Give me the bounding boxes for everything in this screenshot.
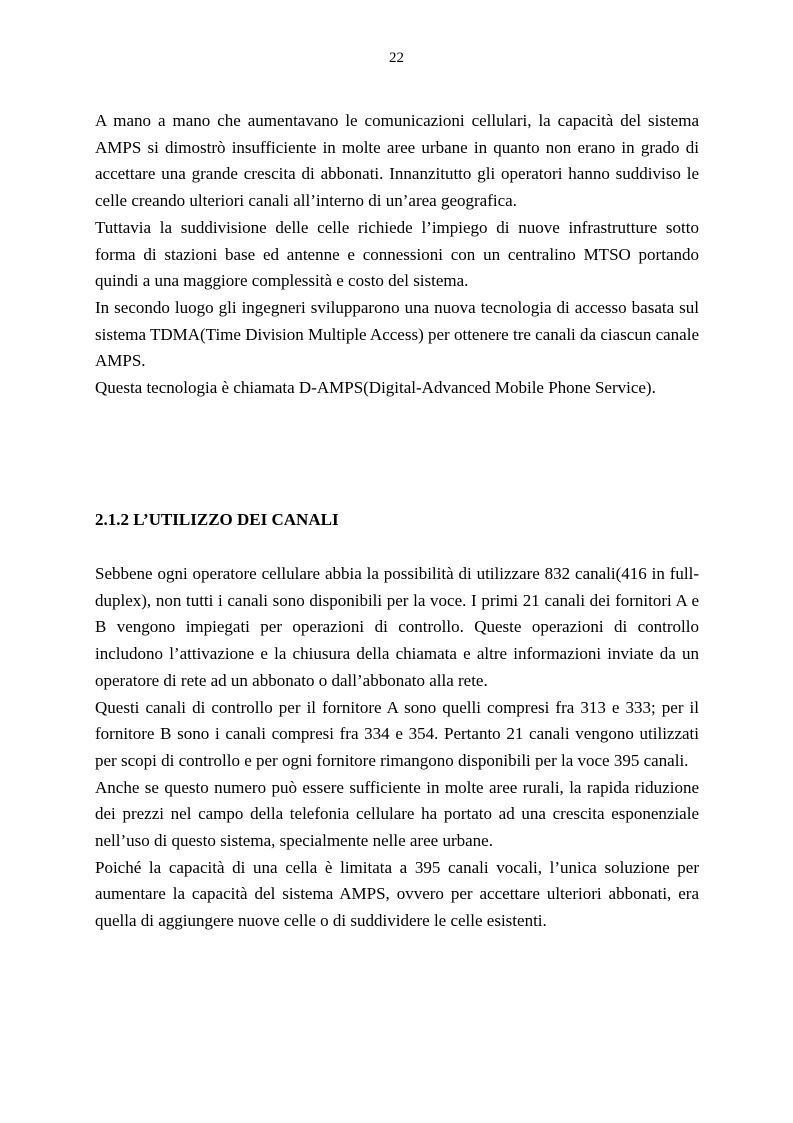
section-heading: 2.1.2 L’UTILIZZO DEI CANALI — [95, 510, 339, 529]
paragraph: A mano a mano che aumentavano le comunicazioni cellulari, la capacità del sistema AMPS si dimostrò insufficiente in molte aree urbane in quanto non erano in grado di accettare una grande crescita di abbonati. Innanzitutto gli operatori hanno suddiviso le celle creando ulteriori canali all’interno di un’area geografica. — [95, 111, 699, 211]
intro-text — [95, 108, 699, 402]
section-text — [95, 561, 699, 935]
paragraph: Sebbene ogni operatore cellulare abbia la possibilità di utilizzare 832 canali(416 in full-duplex), non tutti i canali sono disponibili per la voce. I primi 21 canali dei fornitori A e B vengono impiegati per operazioni di controllo. Queste operazioni di controllo includono l’attivazione e la chiusura della chiamata e altre informazioni inviate da un operatore di rete ad un abbonato o dall’abbonato alla rete. — [95, 564, 699, 690]
paragraph: In secondo luogo gli ingegneri svilupparono una nuova tecnologia di accesso basata sul sistema TDMA(Time Division Multiple Access) per ottenere tre canali da ciascun canale AMPS. — [95, 297, 699, 371]
page-number: 22 — [389, 50, 404, 66]
paragraph: Questi canali di controllo per il fornitore A sono quelli compresi fra 313 e 333; per il fornitore B sono i canali compresi fra 334 e 354. Pertanto 21 canali vengono utilizzati per scopi di controllo e per ogni fornitore rimangono disponibili per la voce 395 canali. — [95, 697, 699, 770]
paragraph: Questa tecnologia è chiamata D-AMPS(Digital-Advanced Mobile Phone Service). — [95, 378, 656, 398]
paragraph: Poiché la capacità di una cella è limitata a 395 canali vocali, l’unica soluzione per aumentare la capacità del sistema AMPS, ovvero per accettare ulteriori abbonati, era quella di aggiungere nuove celle o di suddividere le celle esistenti. — [95, 857, 699, 931]
paragraph: Tuttavia la suddivisione delle celle richiede l’impiego di nuove infrastrutture sotto forma di stazioni base ed antenne e connessioni con un centralino MTSO portando quindi a una maggiore complessità e costo del sistema. — [95, 217, 699, 291]
paragraph: Anche se questo numero può essere sufficiente in molte aree rurali, la rapida riduzione dei prezzi nel campo della telefonia cellulare ha portato ad una crescita esponenziale nell’uso di questo sistema, specialmente nelle aree urbane. — [95, 777, 699, 851]
